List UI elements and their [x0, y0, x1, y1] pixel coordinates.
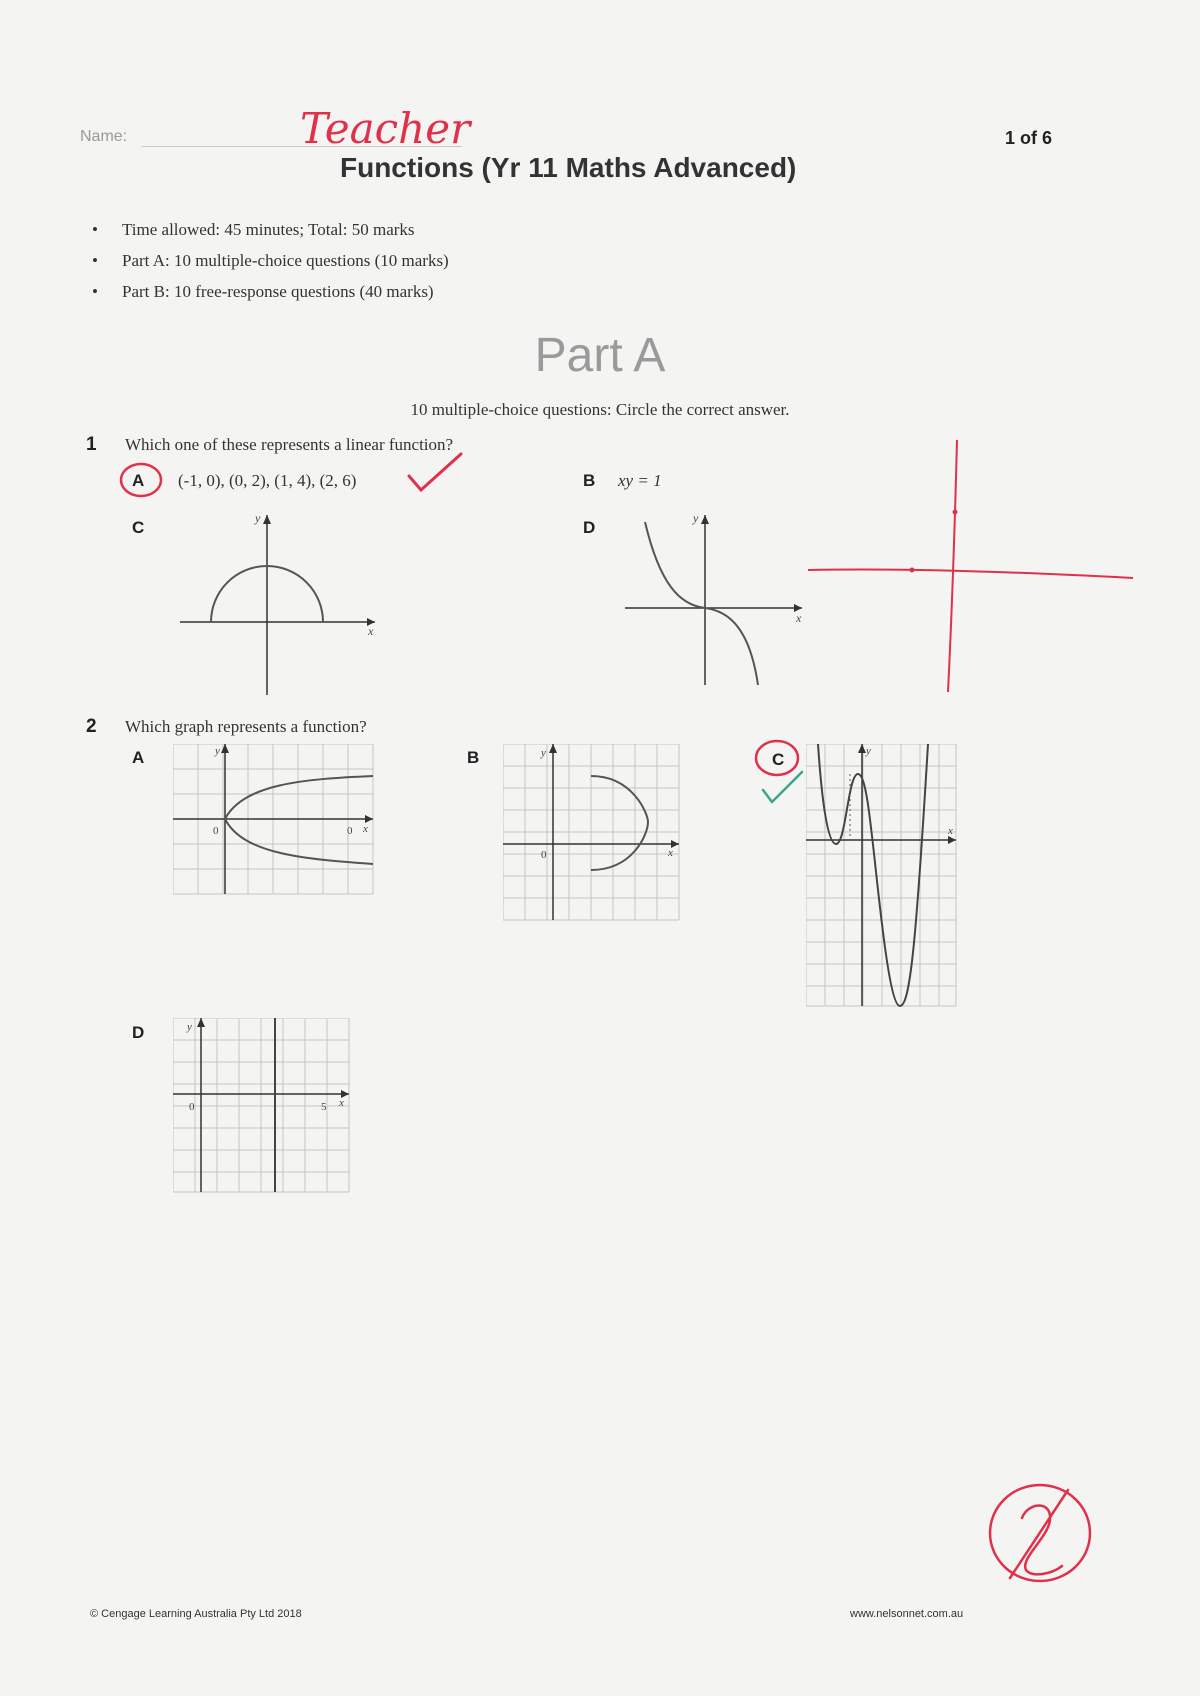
- option-text-a: (-1, 0), (0, 2), (1, 4), (2, 6): [178, 471, 357, 490]
- page-title: Functions (Yr 11 Maths Advanced): [340, 152, 797, 183]
- option-label-c[interactable]: C: [772, 750, 785, 769]
- svg-text:x: x: [948, 825, 953, 837]
- svg-text:0: 0: [189, 1101, 195, 1113]
- svg-text:y: y: [215, 745, 220, 757]
- svg-text:0: 0: [347, 825, 353, 837]
- question-number: 2: [86, 716, 97, 737]
- option-label-d[interactable]: D: [132, 1023, 145, 1042]
- option-label-a[interactable]: A: [132, 471, 145, 490]
- check-mark-icon: [405, 450, 465, 495]
- info-item: • Part A: 10 multiple-choice questions (10 marks): [82, 251, 449, 282]
- option-label-b[interactable]: B: [467, 748, 480, 767]
- option-label-d[interactable]: D: [583, 518, 596, 537]
- svg-text:x: x: [668, 847, 673, 859]
- page-number: 1 of 6: [1005, 128, 1053, 148]
- option-label-a[interactable]: A: [132, 748, 145, 767]
- svg-text:y: y: [255, 511, 261, 525]
- info-item: • Part B: 10 free-response questions (40 marks): [82, 282, 449, 313]
- part-heading: Part A: [534, 329, 666, 382]
- option-label-c[interactable]: C: [132, 518, 145, 537]
- info-item: • Time allowed: 45 minutes; Total: 50 marks: [82, 220, 449, 251]
- teacher-handwriting: [300, 98, 500, 158]
- svg-text:0: 0: [213, 825, 219, 837]
- footer-url[interactable]: www.nelsonnet.com.au: [850, 1608, 964, 1620]
- option-text-b: xy = 1: [618, 471, 662, 490]
- answer-circle: [117, 460, 165, 500]
- graph-semicircle-right: [503, 744, 681, 922]
- graph-quartic: [806, 744, 958, 1010]
- svg-text:x: x: [796, 611, 802, 625]
- svg-text:x: x: [363, 823, 368, 835]
- svg-text:y: y: [866, 745, 871, 757]
- svg-text:y: y: [541, 747, 546, 759]
- svg-text:5: 5: [321, 1101, 327, 1113]
- svg-text:y: y: [693, 511, 699, 525]
- score-mark: [980, 1478, 1100, 1588]
- question-text: Which one of these represents a linear function?: [125, 435, 454, 454]
- footer-copyright: © Cengage Learning Australia Pty Ltd 2018: [90, 1608, 302, 1620]
- question-text: Which graph represents a function?: [125, 717, 367, 736]
- info-list: [82, 220, 449, 313]
- graph-vertical-line: [173, 1018, 351, 1194]
- graph-semicircle: [175, 510, 385, 700]
- svg-text:x: x: [368, 624, 374, 638]
- svg-text:y: y: [187, 1021, 192, 1033]
- svg-text:x: x: [339, 1097, 344, 1109]
- svg-text:0: 0: [541, 849, 547, 861]
- graph-sideways-parabola: [173, 744, 376, 896]
- svg-text:Teacher: Teacher: [300, 104, 471, 153]
- option-label-b[interactable]: B: [583, 471, 596, 490]
- graph-cubic: [620, 510, 810, 690]
- check-mark-icon: [760, 768, 806, 808]
- question-number: 1: [86, 434, 97, 455]
- handwritten-axes-sketch: [800, 430, 1140, 700]
- name-label: Name:: [80, 128, 128, 145]
- part-instructions: 10 multiple-choice questions: Circle the correct answer.: [410, 400, 790, 419]
